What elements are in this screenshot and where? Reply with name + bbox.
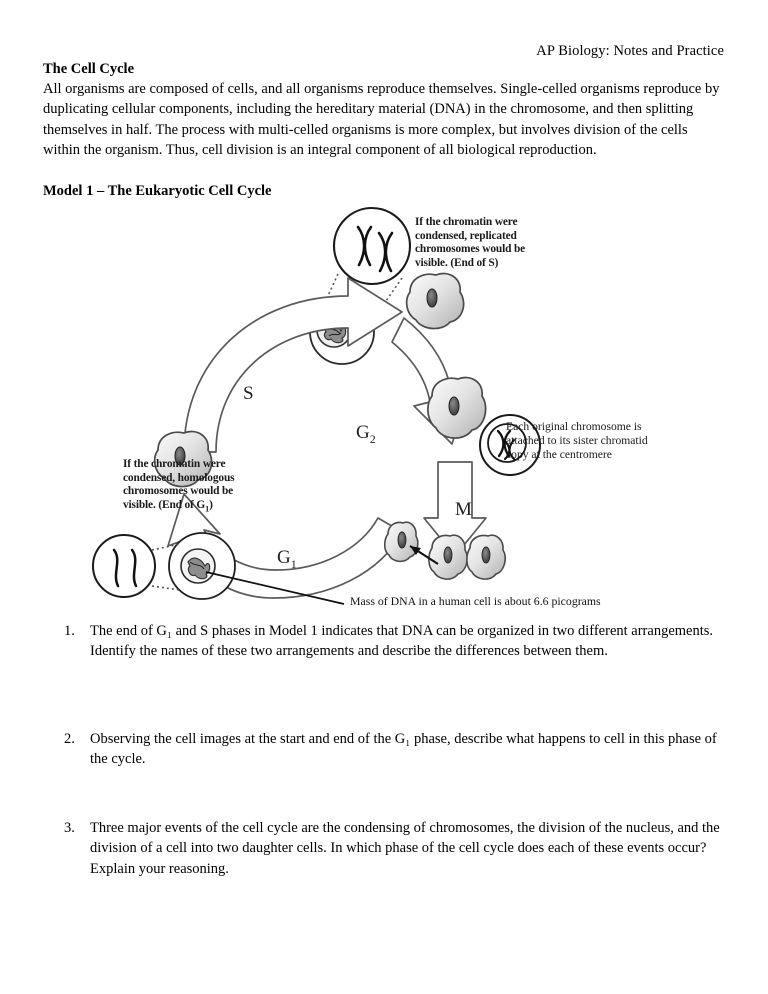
phase-label-g1-sub: 1 bbox=[290, 556, 297, 571]
callout-end-of-g1-sub: 1 bbox=[205, 504, 210, 514]
phase-label-g2 bbox=[356, 422, 376, 447]
question-2-number: 2. bbox=[64, 731, 75, 747]
cell-cycle-diagram bbox=[80, 200, 700, 620]
question-2-text: Observing the cell images at the start and end of the G₁ phase, describe what happens to cell in this phase of the cycle. bbox=[90, 731, 717, 768]
page-title: The Cell Cycle bbox=[43, 61, 135, 77]
phase-label-g2-text: G bbox=[356, 422, 370, 443]
cell-cycle-illustration bbox=[80, 200, 700, 620]
phase-label-m-text: M bbox=[455, 499, 472, 520]
phase-label-s bbox=[243, 383, 254, 405]
callout-sister-chromatid: Each original chromosome is attached to its sister chromatid copy at the centromere bbox=[506, 420, 648, 462]
phase-label-g1 bbox=[277, 547, 297, 572]
phase-label-m bbox=[455, 499, 472, 521]
callout-end-of-g1-close: ) bbox=[209, 498, 213, 511]
question-3-number: 3. bbox=[64, 820, 75, 836]
question-1 bbox=[64, 621, 725, 662]
question-3 bbox=[64, 818, 725, 879]
callout-end-of-s: If the chromatin were condensed, replicated chromosomes would be visible. (End of S) bbox=[415, 216, 526, 269]
intro-paragraph: All organisms are composed of cells, and all organisms reproduce themselves. Single-celled organisms reproduce by duplicating cellular components, including the hereditary material (DNA) in the chromosome, and then splitting themselves in half. The process with multi-celled organisms is more complex, but involves division of the cells within the organism. Thus, cell division is an integral component of all biological reproduction. bbox=[43, 81, 720, 159]
caption-dna-mass: Mass of DNA in a human cell is about 6.6 picograms bbox=[350, 594, 601, 608]
question-2 bbox=[64, 729, 725, 770]
phase-label-g2-sub: 2 bbox=[369, 431, 376, 446]
question-3-text: Three major events of the cell cycle are the condensing of chromosomes, the division of the nucleus, and the division of a cell into two daughter cells. In which phase of the cell cycle does each of these events occur? Explain your reasoning. bbox=[90, 820, 720, 877]
cell-stage-g1-start bbox=[385, 522, 418, 561]
inset-replicated-chromosomes bbox=[334, 208, 410, 284]
cell-stage-g2-start bbox=[407, 274, 464, 329]
cell-end-of-g1 bbox=[169, 533, 235, 599]
document-header: AP Biology: Notes and Practice bbox=[536, 43, 724, 59]
model-heading: Model 1 – The Eukaryotic Cell Cycle bbox=[43, 183, 272, 199]
inset-homologous-chromosomes bbox=[93, 535, 155, 597]
callout-end-of-g1-text: If the chromatin were condensed, homologous chromosomes would be visible. (End of G bbox=[123, 458, 235, 511]
question-1-number: 1. bbox=[64, 623, 75, 639]
phase-label-s-text: S bbox=[243, 383, 254, 404]
question-1-text: The end of G₁ and S phases in Model 1 indicates that DNA can be organized in two different arrangements. Identify the names of these two arrangements and describe the differences between them. bbox=[90, 623, 714, 660]
callout-end-of-g1 bbox=[123, 458, 263, 516]
cell-stage-m-start bbox=[428, 378, 486, 439]
phase-label-g1-text: G bbox=[277, 547, 291, 568]
